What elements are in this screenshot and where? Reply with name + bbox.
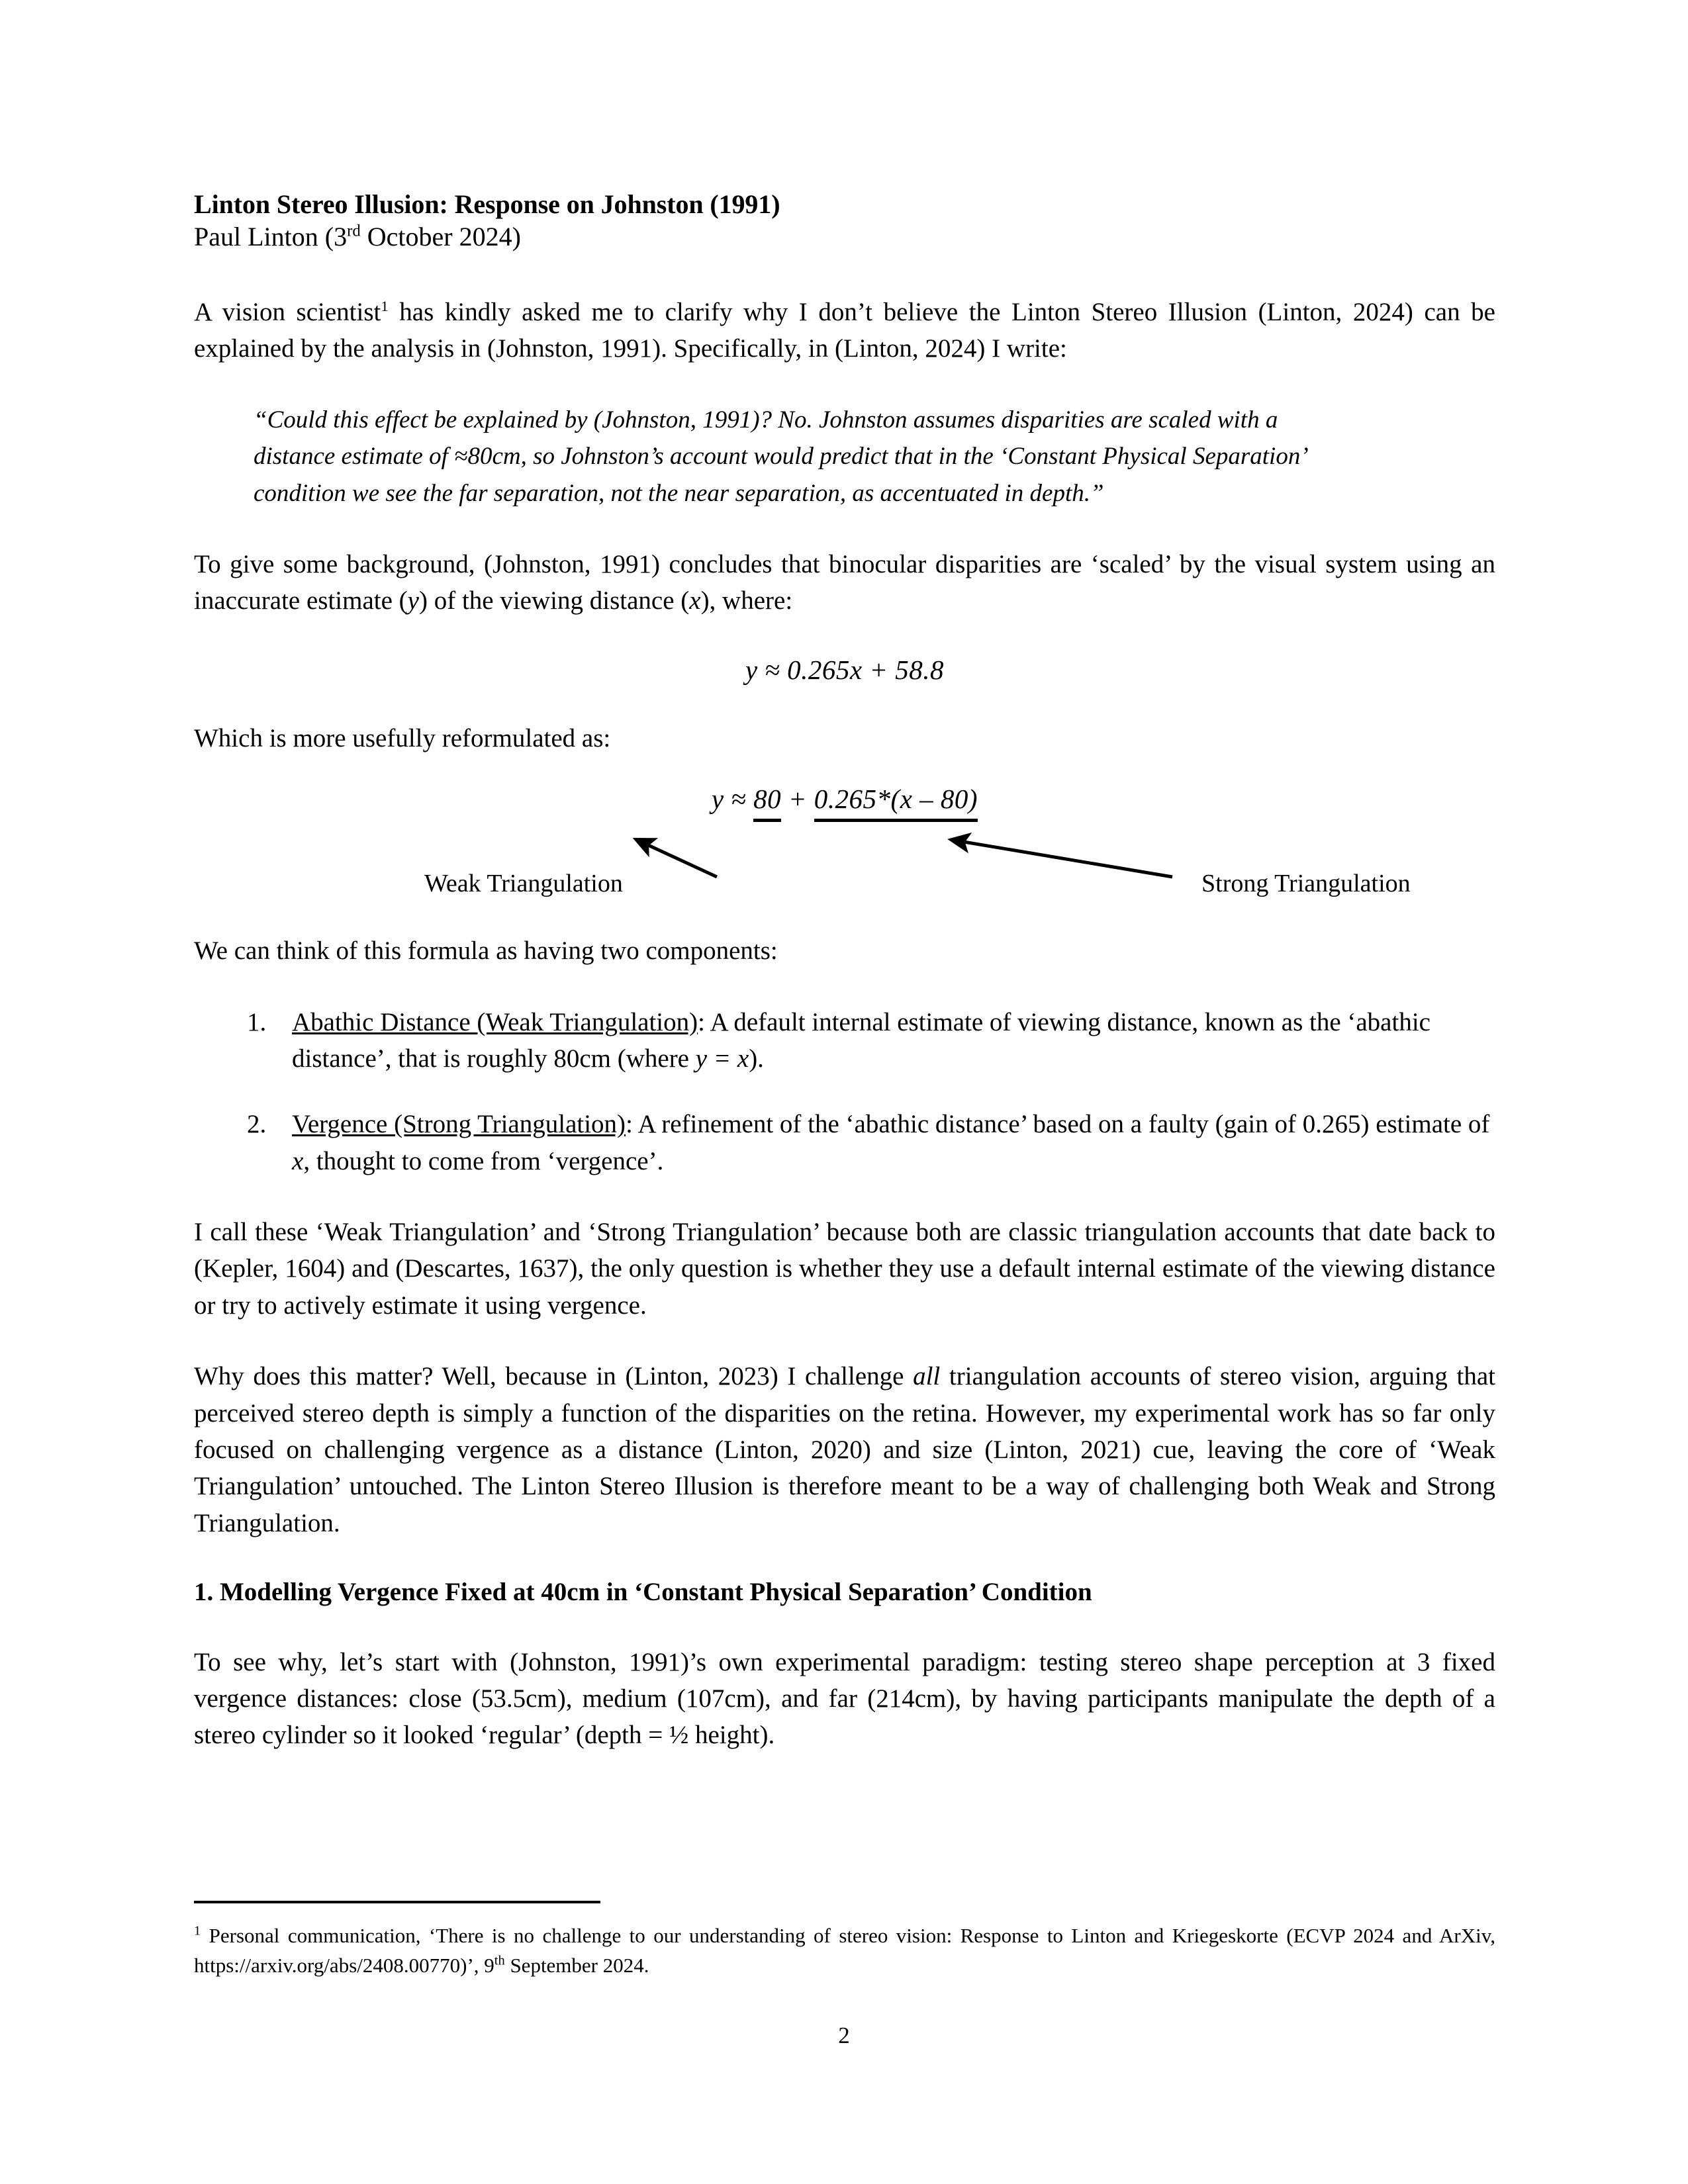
equation-weak-term: 80 <box>753 784 781 822</box>
equation-strong-term: 0.265*(x – 80) <box>814 784 978 822</box>
footnote-text-b: September 2024. <box>504 1954 649 1978</box>
intro-text-a: A vision scientist <box>194 297 381 326</box>
footnote-1 <box>194 1921 1495 1981</box>
paragraph-intro <box>194 294 1495 367</box>
footnote-text-a: Personal communication, ‘There is no challenge to our understanding of stereo vision: Response to Linton and Kriegeskorte (ECVP 2024 and ArXiv, https://arxiv.org/abs/2408.00770)’, 9 <box>194 1924 1495 1978</box>
list-item-math: y = x <box>695 1044 749 1073</box>
block-quote-line-1: “Could this effect be explained by (Johnston, 1991)? No. Johnston assumes disparities are scaled with a <box>254 406 1278 433</box>
list-item-rest-b: , thought to come from ‘vergence’. <box>303 1146 664 1175</box>
equation-lead: y ≈ <box>711 784 754 815</box>
spacer <box>194 619 1495 654</box>
list-item-rest-b: ). <box>749 1044 764 1073</box>
arrow-weak-triangulation <box>637 840 717 877</box>
equation-johnston-linear: y ≈ 0.265x + 58.8 <box>745 654 945 685</box>
list-item-math: x <box>292 1146 304 1175</box>
spacer <box>194 1541 1495 1576</box>
spacer <box>194 1324 1495 1358</box>
paragraph-to-see-why: To see why, let’s start with (Johnston, 1991)’s own experimental paradigm: testing stereo shape perception at 3 fixed vergence distances: close (53.5cm), medium (107cm), and far (214cm), by having participants manipulate the depth of a stereo cylinder so it looked ‘regular’ (depth = ½ height). <box>194 1647 1495 1750</box>
author-name-date-prefix: Paul Linton (3 <box>194 222 348 252</box>
footnote-area <box>194 1901 1495 1981</box>
page-title: Linton Stereo Illusion: Response on Johnston (1991) <box>194 189 780 219</box>
footnote-date-ordinal: th <box>494 1953 505 1968</box>
paragraph-reformulated: Which is more usefully reformulated as: <box>194 723 611 752</box>
equation-reformulated-annotated <box>194 783 1495 915</box>
spacer <box>194 512 1495 546</box>
label-strong-triangulation: Strong Triangulation <box>1201 870 1411 898</box>
block-quote <box>254 402 1497 512</box>
arrow-strong-triangulation <box>952 840 1172 877</box>
spacer <box>194 756 1495 783</box>
section-heading-1: 1. Modelling Vergence Fixed at 40cm in ‘Constant Physical Separation’ Condition <box>194 1578 1092 1607</box>
intro-text-b: has kindly asked me to clarify why I don’t believe the Linton Stereo Illusion (Linton, 2024) can be explained by the analysis in (Johnston, 1991). Specifically, in (Linton, 2024) I write: <box>194 297 1495 363</box>
block-quote-line-2: distance estimate of ≈80cm, so Johnston’s account would predict that in the ‘Constant Physical Separation’ <box>254 443 1309 471</box>
spacer <box>194 253 1495 294</box>
spacer <box>194 1610 1495 1644</box>
spacer <box>194 367 1495 402</box>
spacer <box>194 915 1495 933</box>
components-list <box>194 1004 1495 1180</box>
page-content <box>194 189 1495 1754</box>
author-date-suffix: October 2024) <box>360 222 521 252</box>
why-matter-emphasis: all <box>913 1362 941 1391</box>
list-item-lead: Abathic Distance (Weak Triangulation) <box>292 1007 698 1036</box>
paragraph-background: To give some background, (Johnston, 1991) concludes that binocular disparities are ‘scaled’ by the visual system using an inaccurate estimate (y) of the viewing distance (x), where: <box>194 550 1495 615</box>
list-item-lead: Vergence (Strong Triangulation) <box>292 1110 626 1139</box>
footnote-reference-1[interactable]: 1 <box>381 297 389 314</box>
list-item <box>194 1106 1495 1179</box>
block-quote-line-3: condition we see the far separation, not the near separation, as accentuated in depth.” <box>254 479 1104 507</box>
author-line <box>194 222 1495 252</box>
why-matter-text-b: triangulation accounts of stereo vision, arguing that perceived stereo depth is simply a function of the disparities on the retina. However, my experimental work has so far only focused on challenging vergence as a distance (Linton, 2020) and size (Linton, 2021) cue, leaving the core of ‘Weak Triangulation’ untouched. The Linton Stereo Illusion is therefore meant to be a way of challenging both Weak and Strong Triangulation. <box>194 1362 1495 1537</box>
spacer <box>194 1179 1495 1214</box>
spacer <box>194 970 1495 1004</box>
footnote-separator-rule <box>194 1901 600 1903</box>
equation-operator: + <box>781 784 814 815</box>
author-date-ordinal: rd <box>347 222 361 241</box>
spacer <box>194 686 1495 720</box>
math-var-x: x <box>689 586 701 615</box>
page-number: 2 <box>838 2023 850 2048</box>
footnote-marker: 1 <box>194 1923 201 1938</box>
paragraph-why-matter <box>194 1358 1495 1541</box>
list-item-rest-a: : A refinement of the ‘abathic distance’ based on a faulty (gain of 0.265) estimate of <box>626 1110 1490 1139</box>
list-item-rest-a: : A default internal estimate of viewing distance, known as the ‘abathic distance’, that is roughly 80cm (where <box>292 1007 1430 1073</box>
label-weak-triangulation: Weak Triangulation <box>424 870 623 898</box>
paragraph-call-these: I call these ‘Weak Triangulation’ and ‘Strong Triangulation’ because both are classic triangulation accounts that date back to (Kepler, 1604) and (Descartes, 1637), the only question is whether they use a default internal estimate of the viewing distance or try to actively estimate it using vergence. <box>194 1218 1495 1320</box>
paragraph-two-components: We can think of this formula as having two components: <box>194 936 778 966</box>
why-matter-text-a: Why does this matter? Well, because in (Linton, 2023) I challenge <box>194 1362 914 1391</box>
list-item <box>194 1004 1495 1077</box>
math-var-y: y <box>407 586 419 615</box>
